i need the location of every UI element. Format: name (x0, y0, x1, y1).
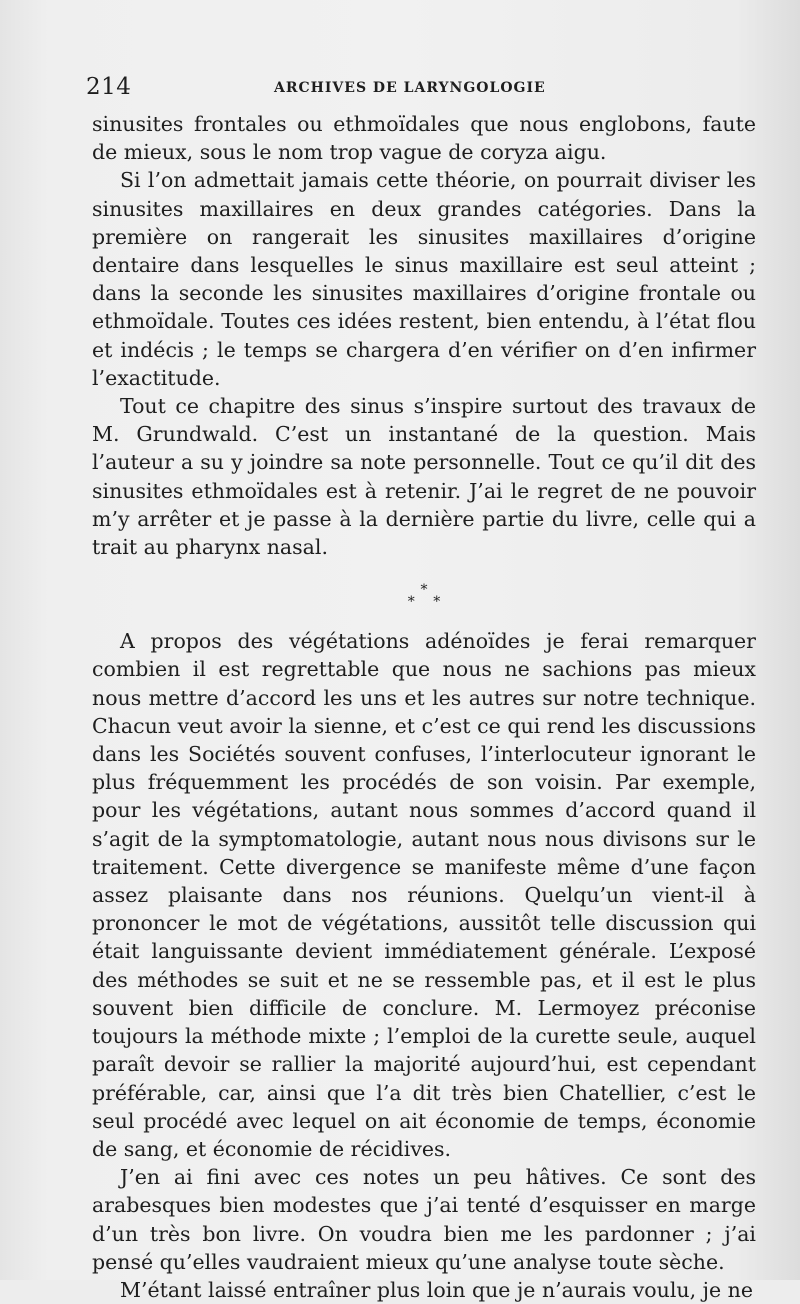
paragraph-3: Tout ce chapitre des sinus s’inspire surtout des travaux de M. Grundwald. C’est un instantané de la question. Mais l’auteur a su y joindre sa note personnelle. Tout ce qu’il dit des sinusites ethmoïdales est à retenir. J’ai le regret de ne pouvoir m’y arrêter et je passe à la dernière partie du livre, celle qui a trait au pharynx nasal. (92, 394, 756, 560)
page-number: 214 (86, 74, 132, 100)
paragraph-4: A propos des végétations adénoïdes je ferai remarquer combien il est regrettable que nous ne sachions pas mieux nous mettre d’accord les uns et les autres sur notre technique. Chacun veut avoir la sienne, et c’est ce qui rend les discussions dans les Sociétés souvent confuses, l’interlocuteur ignorant le plus fréquemment les procédés de son voisin. Par exemple, pour les végétations, autant nous sommes d’accord quand il s’agit de la symptomatologie, autant nous nous divisons sur le traitement. Cette divergence se manifeste même d’une façon assez plaisante dans nos réunions. Quelqu’un vient-il à prononcer le mot de végétations, aussitôt telle discussion qui était languissante devient immédiatement générale. L’exposé des méthodes se suit et ne se ressemble pas, et il est le plus souvent bien difficile de conclure. M. Lermoyez préconise toujours la méthode mixte ; l’emploi de la curette seule, auquel paraît devoir se rallier la majorité aujourd’hui, est cependant préférable, car, ainsi que l’a dit très bien Chatellier, c’est le seul procédé avec lequel on ait économie de temps, économie de sang, et économie de récidives. (92, 629, 756, 1161)
asterism-bottom: * * (407, 594, 441, 611)
paragraph-6: M’étant laissé entraîner plus loin que je n’aurais voulu, je ne (120, 1277, 753, 1302)
asterism-top: * (420, 582, 428, 599)
section-separator-asterism (92, 561, 756, 611)
paragraph-2: Si l’on admettait jamais cette théorie, on pourrait diviser les sinusites maxillaires en deux grandes catégories. Dans la première on rangerait les sinusites maxillaires d’origine dentaire dans lesquelles le sinus maxillaire est seul atteint ; dans la seconde les sinusites maxillaires d’origine frontale ou ethmoïdale. Toutes ces idées restent, bien entendu, à l’état flou et indécis ; le temps se chargera d’en vérifier on d’en infirmer l’exactitude. (92, 168, 756, 390)
page-header (86, 74, 766, 104)
body-text (92, 110, 756, 1304)
paragraph-1: sinusites frontales ou ethmoïdales que nous englobons, faute de mieux, sous le nom trop vague de coryza aigu. (92, 112, 756, 165)
paragraph-5: J’en ai fini avec ces notes un peu hâtives. Ce sont des arabesques bien modestes que j’ai tenté d’esquisser en marge d’un très bon livre. On voudra bien me les pardonner ; j’ai pensé qu’elles vaudraient mieux qu’une analyse toute sèche. (92, 1165, 756, 1274)
running-title: ARCHIVES DE LARYNGOLOGIE (274, 80, 546, 96)
